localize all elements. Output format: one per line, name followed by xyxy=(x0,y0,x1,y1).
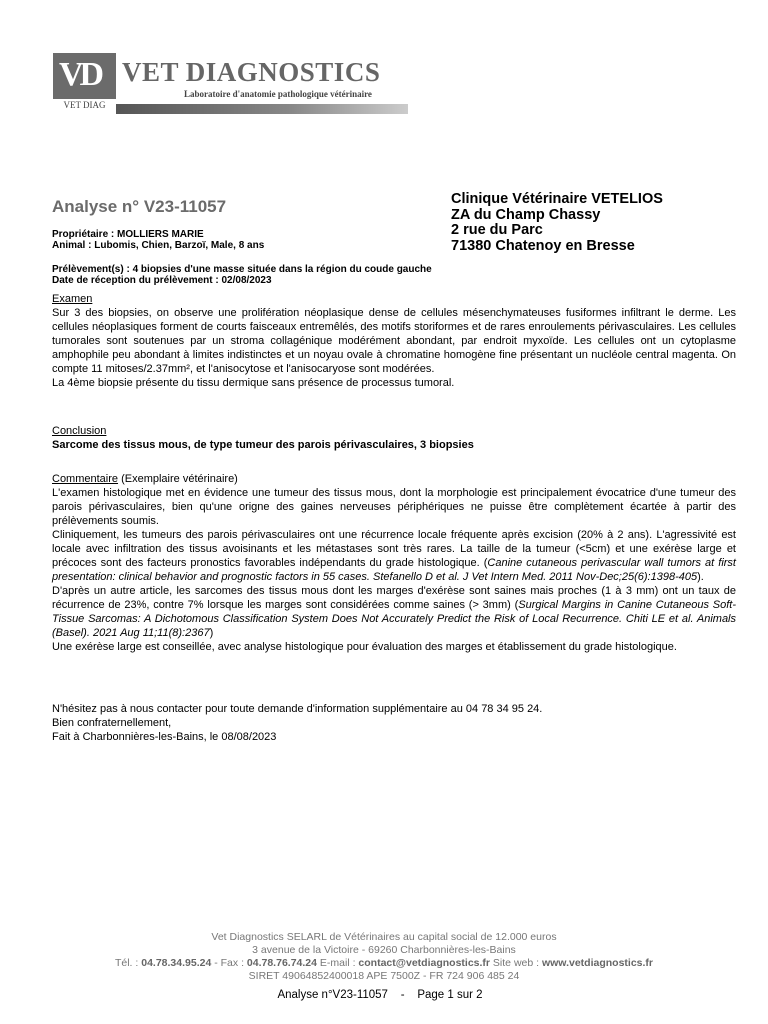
footer-email-label: E-mail : xyxy=(316,957,359,969)
comment-heading-line xyxy=(52,472,736,486)
exam-paragraph-2: La 4ème biopsie présente du tissu dermique sans présence de processus tumoral. xyxy=(52,377,455,389)
samples: Prélèvement(s) : 4 biopsies d'une masse située dans la région du coude gauche xyxy=(52,264,432,275)
closing-place-date: Fait à Charbonnières-les-Bains, le 08/08/2023 xyxy=(52,731,277,743)
owner-block xyxy=(52,229,264,251)
comment-section xyxy=(52,472,736,654)
header-rule xyxy=(116,104,408,114)
exam-heading: Examen xyxy=(52,293,93,305)
footer-fax-label: - Fax : xyxy=(211,957,247,969)
brand-name: VET DIAGNOSTICS xyxy=(122,57,381,87)
comment-p3-end: ) xyxy=(209,627,214,639)
reception-date: Date de réception du prélèvement : 02/08/2023 xyxy=(52,275,272,286)
page-number: Analyse n°V23-11057 - Page 1 sur 2 xyxy=(277,989,483,1001)
closing-regards: Bien confraternellement, xyxy=(52,717,172,729)
footer-company: Vet Diagnostics SELARL de Vétérinaires au capital social de 12.000 euros xyxy=(211,931,557,943)
comment-p2-end: ). xyxy=(697,571,704,583)
brand-tagline: Laboratoire d'anatomie pathologique vétérinaire xyxy=(184,89,372,99)
comment-p3-reference: Surgical Margins in Canine Cutaneous Soft-Tissue Sarcomas: A Dichotomous Classification System Does Not Accurately Predict the Risk of Local Recurrence. Chiti LE et al. Animals (Basel). 2021 Aug 11;11(8):2367 xyxy=(52,599,736,639)
footer-email-link[interactable]: contact@vetdiagnostics.fr xyxy=(358,957,491,969)
clinic-line3: 2 rue du Parc xyxy=(451,222,543,238)
footer-address: 3 avenue de la Victoire - 69260 Charbonnières-les-Bains xyxy=(252,944,516,956)
exam-paragraph-1: Sur 3 des biopsies, on observe une prolifération néoplasique dense de cellules mésenchymateuses fusiformes infiltrant le derme. Les cellules néoplasiques forment de courts faisceaux entremêlés, des motifs storiformes et de rares enroulements périvasculaires. Les cellules tumorales sont soutenues par un stroma collagénique modérément abondant, par endroit myxoïde. Les cellules ont un cytoplasme amphophile peu abondant à limites indistinctes et un noyau ovale à chromatine homogène fine présentant un nucléole central magenta. On compte 11 mitoses/2.37mm², et l'anisocytose et l'anisocaryose sont modérées. xyxy=(52,307,736,375)
logo-letters: VD xyxy=(59,56,101,93)
comment-p3-text: D'après un autre article, les sarcomes des tissus mous dont les marges d'exérèse sont saines mais proches (1 à 3 mm) ont un taux de récurrence de 23%, contre 7% lorsque les marges sont considérées comme saines (> 3mm) ( xyxy=(52,585,736,611)
comment-paragraph-1: L'examen histologique met en évidence une tumeur des tissus mous, dont la morphologie est principalement évocatrice d'une tumeur des parois périvasculaires, bien qu'une origne des gaines nerveuses périphériques ne puisse être complètement écartée à partir des prélèvements soumis. xyxy=(52,487,736,527)
footer-web-link[interactable]: www.vetdiagnostics.fr xyxy=(541,957,654,969)
footer-siret: SIRET 49064852400018 APE 7500Z - FR 724 906 485 24 xyxy=(248,970,520,982)
comment-paragraph-2 xyxy=(52,528,736,584)
animal: Animal : Lubomis, Chien, Barzoï, Male, 8 ans xyxy=(52,240,265,251)
closing-contact: N'hésitez pas à nous contacter pour toute demande d'information supplémentaire au 04 78 34 95 24. xyxy=(52,703,543,715)
comment-p2-reference: Canine cutaneous perivascular wall tumors at first presentation: clinical behavior and prognostic factors in 55 cases. Stefanello D et al. J Vet Intern Med. 2011 Nov-Dec;25(6):1398-405 xyxy=(52,557,736,583)
clinic-line4: 71380 Chatenoy en Bresse xyxy=(451,237,635,254)
logo-tag: VET DIAG xyxy=(53,99,116,111)
footer-tel-label: Tél. : xyxy=(114,957,142,969)
footer-tel[interactable]: 04.78.34.95.24 xyxy=(141,957,212,969)
comment-heading-suffix: (Exemplaire vétérinaire) xyxy=(118,473,238,485)
comment-heading: Commentaire xyxy=(52,473,119,485)
analysis-title: Analyse n° V23-11057 xyxy=(52,197,227,216)
comment-paragraph-4: Une exérèse large est conseillée, avec analyse histologique pour évaluation des marges et établissement du grade histologique. xyxy=(52,641,677,653)
clinic-address xyxy=(451,192,663,254)
footer-contacts xyxy=(0,957,768,970)
footer xyxy=(0,931,768,983)
logo xyxy=(53,53,116,111)
comment-paragraph-3 xyxy=(52,584,736,640)
conclusion-text: Sarcome des tissus mous, de type tumeur des parois périvasculaires, 3 biopsies xyxy=(52,439,474,451)
footer-web-label: Site web : xyxy=(490,957,542,969)
clinic-name: Clinique Vétérinaire VETELIOS xyxy=(451,191,663,207)
samples-block xyxy=(52,264,432,286)
footer-fax: 04.78.76.74.24 xyxy=(246,957,317,969)
conclusion-section xyxy=(52,424,736,452)
owner: Propriétaire : MOLLIERS MARIE xyxy=(52,229,204,240)
exam-section xyxy=(52,292,736,390)
comment-p2-text: Cliniquement, les tumeurs des parois périvasculaires ont une récurrence locale fréquente après excision (20% à 2 ans). L'agressivité est locale avec infiltration des tissus avoisinants et les métastases sont très rares. La taille de la tumeur (<5cm) et une exérèse large et précoces sont des facteurs pronostics favorables indépendants du grade histologique. ( xyxy=(52,529,736,569)
clinic-line2: ZA du Champ Chassy xyxy=(451,206,601,223)
closing-section xyxy=(52,702,736,744)
conclusion-heading: Conclusion xyxy=(52,425,107,437)
